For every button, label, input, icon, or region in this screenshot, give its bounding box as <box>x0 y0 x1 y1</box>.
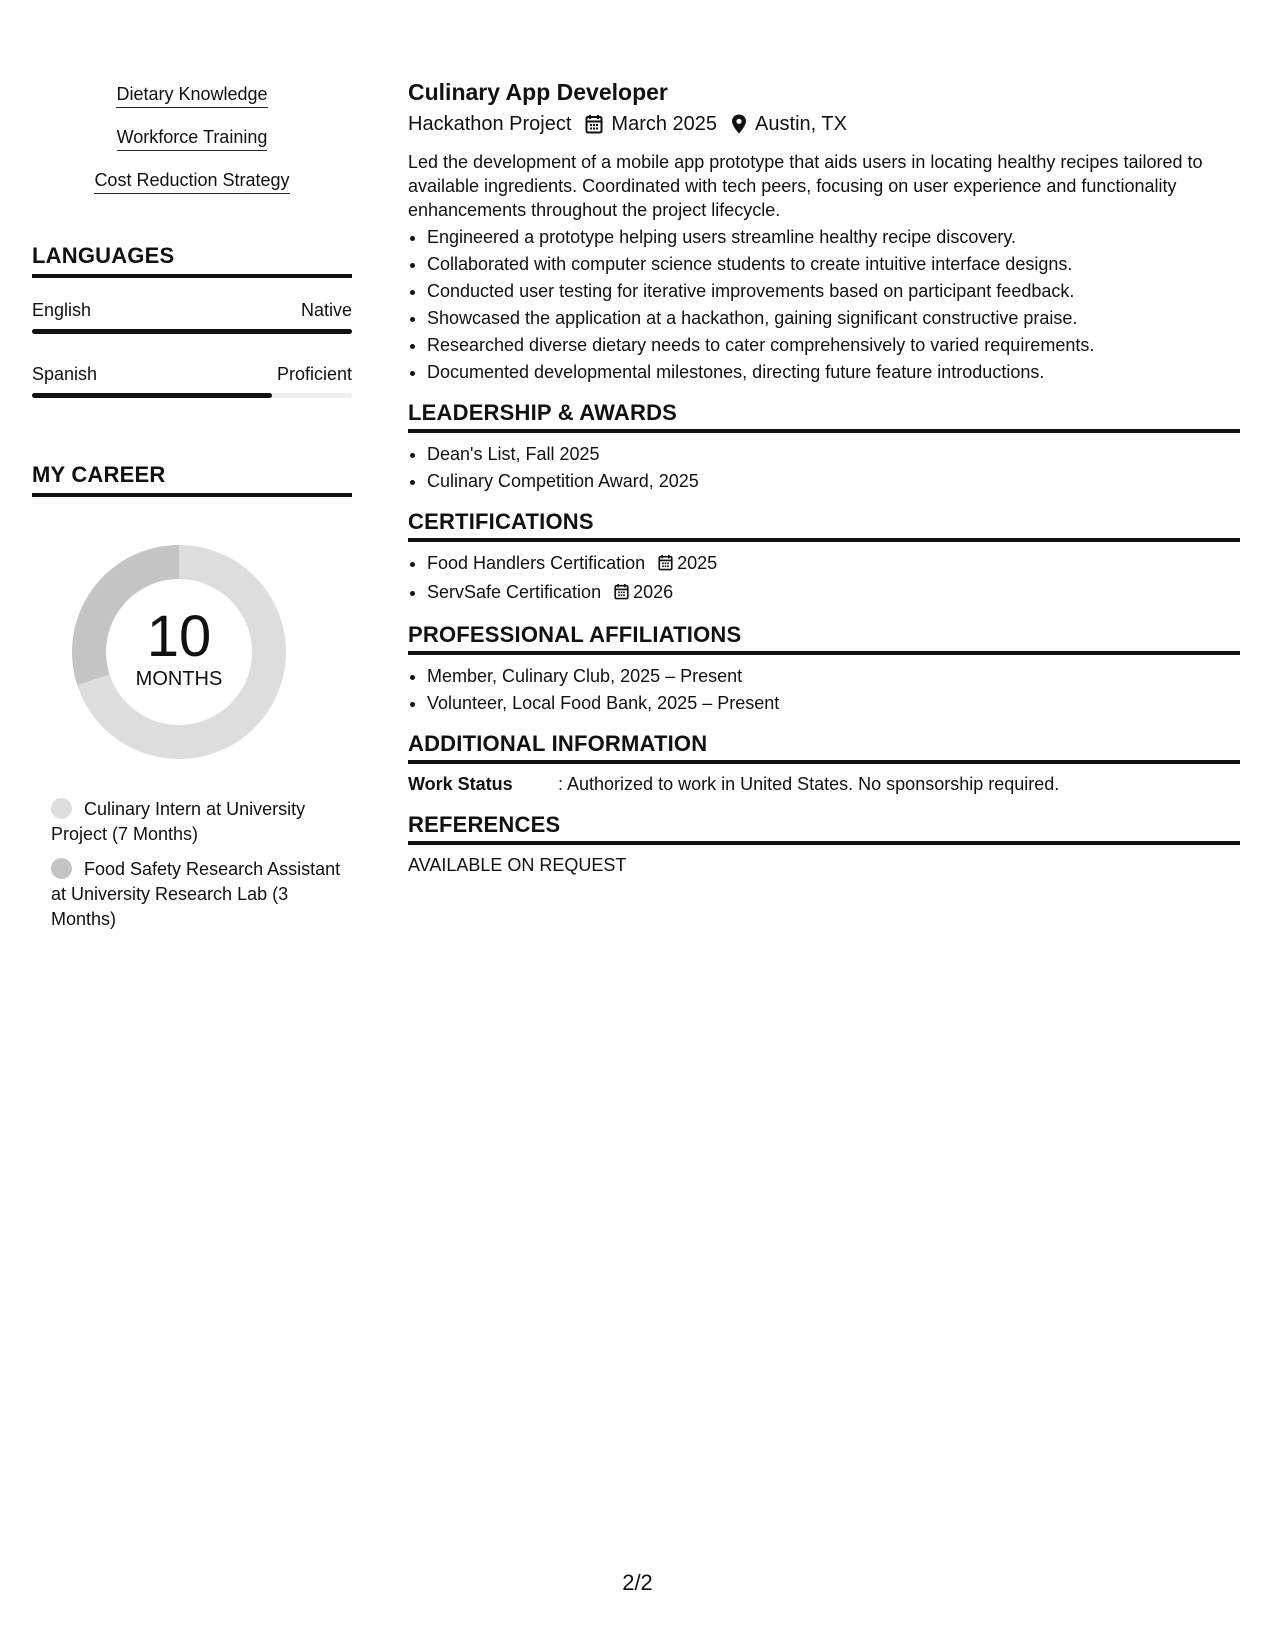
calendar-icon <box>658 552 673 579</box>
list-item: • Culinary Competition Award, 2025 <box>427 468 1240 495</box>
career-total-months: 10 <box>146 604 212 669</box>
donut-center <box>64 604 294 691</box>
list-item: • Researched diverse dietary needs to cater comprehensively to varied requirements. <box>427 332 1240 359</box>
language-bar-fill <box>32 393 272 398</box>
language-level: Proficient <box>276 364 352 384</box>
language-name: Spanish <box>32 364 98 384</box>
project-location: Austin, TX <box>755 113 847 135</box>
calendar-icon <box>585 114 603 134</box>
career-heading: MY CAREER <box>32 462 352 497</box>
language-bar <box>32 329 352 334</box>
languages-section <box>32 243 352 398</box>
references-text: AVAILABLE ON REQUEST <box>408 855 627 875</box>
languages-heading: LANGUAGES <box>32 243 352 278</box>
career-entry-text: Culinary Intern at University Project (7 Months) <box>51 799 306 844</box>
career-donut-chart <box>64 537 294 767</box>
list-item: • Volunteer, Local Food Bank, 2025 – Present <box>427 690 1240 717</box>
work-status-label: Work Status <box>408 774 513 794</box>
language-item <box>32 300 352 334</box>
project-meta <box>408 110 1240 138</box>
skill-item: Cost Reduction Strategy <box>94 170 289 194</box>
language-bar <box>32 393 352 398</box>
work-status-value: : Authorized to work in United States. No sponsorship required. <box>558 774 1060 794</box>
list-item: • Showcased the application at a hackathon, gaining significant constructive praise. <box>427 305 1240 332</box>
affiliations-section <box>408 622 1240 717</box>
project-section <box>408 78 1240 386</box>
skills-list <box>32 84 352 213</box>
project-bullets <box>408 224 1240 386</box>
language-item <box>32 364 352 398</box>
page-number: 2/2 <box>622 1570 653 1595</box>
project-title: Culinary App Developer <box>408 79 668 105</box>
calendar-icon <box>614 581 629 608</box>
work-status-row <box>408 772 1240 796</box>
skill-item: Workforce Training <box>117 127 268 151</box>
affiliations-list <box>408 663 1240 717</box>
legend-dot <box>51 798 72 819</box>
list-item: • Dean's List, Fall 2025 <box>427 441 1240 468</box>
awards-section <box>408 400 1240 495</box>
project-org: Hackathon Project <box>408 113 572 135</box>
references-heading: REFERENCES <box>408 812 1240 845</box>
certifications-section <box>408 509 1240 608</box>
additional-info-heading: ADDITIONAL INFORMATION <box>408 731 1240 764</box>
references-section <box>408 812 1240 876</box>
main-content <box>408 78 1240 876</box>
language-name: English <box>32 300 92 320</box>
awards-list <box>408 441 1240 495</box>
list-item: • Member, Culinary Club, 2025 – Present <box>427 663 1240 690</box>
certification-year: 2026 <box>633 582 674 602</box>
affiliations-heading: PROFESSIONAL AFFILIATIONS <box>408 622 1240 655</box>
awards-heading: LEADERSHIP & AWARDS <box>408 400 1240 433</box>
list-item: • Documented developmental milestones, directing future feature introductions. <box>427 359 1240 386</box>
project-description: Led the development of a mobile app prototype that aids users in locating healthy recipes tailored to available ingredients. Coordinated with tech peers, focusing on user experience and functionality enhancements throughout the project lifecycle. <box>408 152 1203 220</box>
career-legend-item <box>32 857 352 932</box>
career-total-unit: MONTHS <box>135 668 223 690</box>
list-item: • Conducted user testing for iterative improvements based on participant feedback. <box>427 278 1240 305</box>
skill-item: Dietary Knowledge <box>116 84 267 108</box>
certification-item <box>427 550 1240 579</box>
career-legend <box>32 797 352 932</box>
certification-year: 2025 <box>677 553 718 573</box>
additional-info-section <box>408 731 1240 796</box>
list-item: • Engineered a prototype helping users streamline healthy recipe discovery. <box>427 224 1240 251</box>
career-legend-item <box>32 797 352 847</box>
certification-name: Food Handlers Certification <box>427 553 646 573</box>
location-pin-icon <box>731 114 747 134</box>
legend-dot <box>51 858 72 879</box>
project-date: March 2025 <box>611 113 718 135</box>
certifications-list <box>408 550 1240 608</box>
language-bar-fill <box>32 329 352 334</box>
list-item: • Collaborated with computer science students to create intuitive interface designs. <box>427 251 1240 278</box>
career-section <box>32 462 352 932</box>
career-entry-text: Food Safety Research Assistant at University Research Lab (3 Months) <box>51 859 341 929</box>
certification-item <box>427 579 1240 608</box>
certifications-heading: CERTIFICATIONS <box>408 509 1240 542</box>
certification-name: ServSafe Certification <box>427 582 602 602</box>
language-level: Native <box>300 300 352 320</box>
sidebar <box>32 84 352 932</box>
